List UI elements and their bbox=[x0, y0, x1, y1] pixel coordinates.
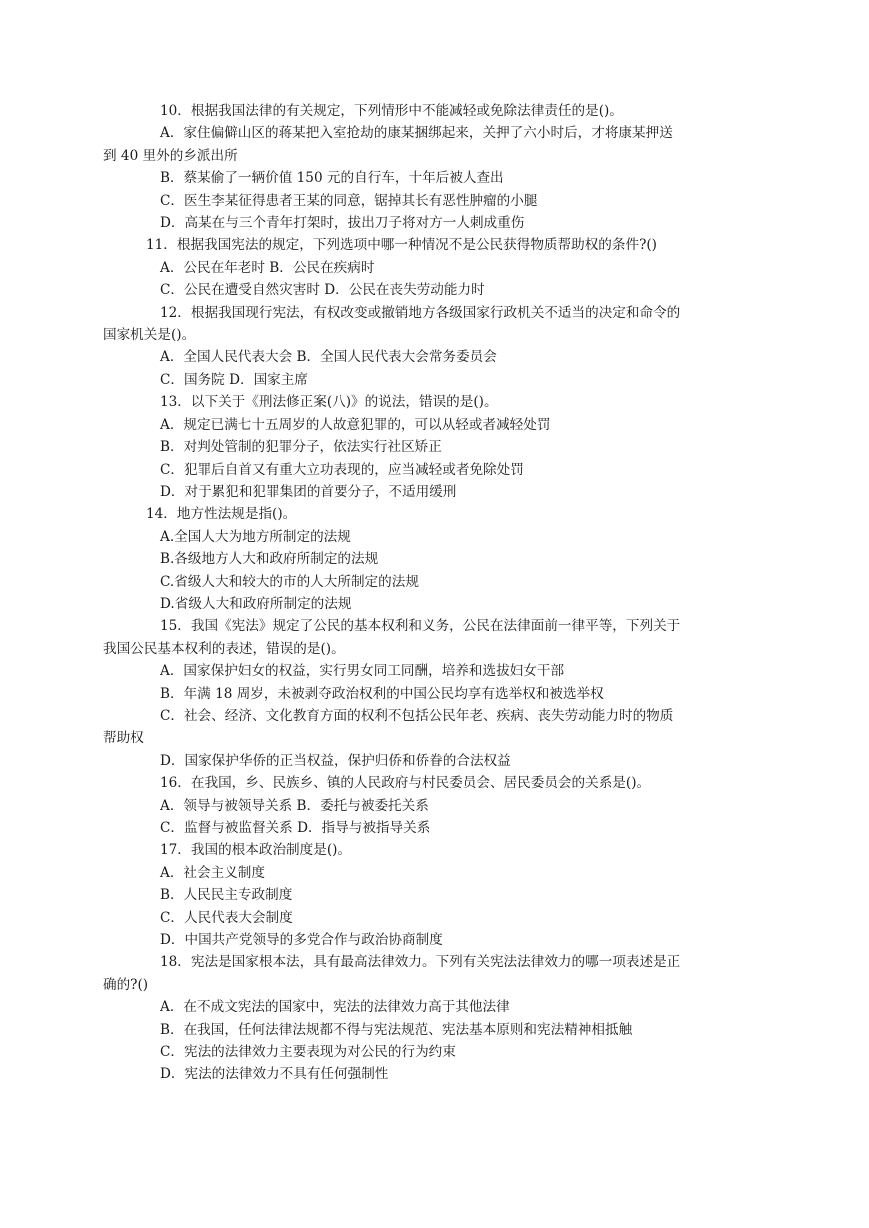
question-15-option-c-cont: 帮助权 bbox=[103, 730, 144, 747]
question-11-option-ab: A．公民在年老时 B．公民在疾病时 bbox=[160, 259, 375, 276]
question-13-option-d: D．对于累犯和犯罪集团的首要分子，不适用缓刑 bbox=[160, 483, 457, 500]
question-16-option-ab: A．领导与被领导关系 B．委托与被委托关系 bbox=[160, 797, 429, 814]
question-13-option-b: B．对判处管制的犯罪分子，依法实行社区矫正 bbox=[160, 439, 442, 456]
question-17-option-b: B．人民民主专政制度 bbox=[160, 887, 293, 904]
question-17-option-c: C．人民代表大会制度 bbox=[160, 909, 293, 926]
question-14-option-a: A.全国人大为地方所制定的法规 bbox=[160, 528, 351, 545]
question-10-option-b: B．蔡某偷了一辆价值 150 元的自行车，十年后被人查出 bbox=[160, 170, 504, 187]
question-12-stem: 12．根据我国现行宪法，有权改变或撤销地方各级国家行政机关不适当的决定和命令的 bbox=[160, 304, 681, 321]
question-14-stem: 14．地方性法规是指()。 bbox=[146, 506, 297, 523]
question-10-option-d: D．高某在与三个青年打架时，拔出刀子将对方一人刺成重伤 bbox=[160, 215, 525, 232]
question-11-stem: 11．根据我国宪法的规定，下列选项中哪一种情况不是公民获得物质帮助权的条件?() bbox=[146, 237, 657, 254]
question-12-option-ab: A．全国人民代表大会 B．全国人民代表大会常务委员会 bbox=[160, 349, 497, 366]
question-10-stem: 10．根据我国法律的有关规定，下列情形中不能减轻或免除法律责任的是()。 bbox=[160, 103, 623, 119]
question-16-stem: 16．在我国，乡、民族乡、镇的人民政府与村民委员会、居民委员会的关系是()。 bbox=[160, 775, 651, 792]
question-15-option-d: D．国家保护华侨的正当权益，保护归侨和侨眷的合法权益 bbox=[160, 752, 511, 769]
question-10-option-a-cont: 到 40 里外的乡派出所 bbox=[103, 147, 238, 164]
question-15-option-c: C．社会、经济、文化教育方面的权利不包括公民年老、疾病、丧失劳动能力时的物质 bbox=[160, 707, 674, 724]
question-18-option-d: D．宪法的法律效力不具有任何强制性 bbox=[160, 1066, 389, 1083]
question-17-option-a: A．社会主义制度 bbox=[160, 864, 265, 881]
question-10-option-a: A．家住偏僻山区的蒋某把入室抢劫的康某捆绑起来，关押了六小时后，才将康某押送 bbox=[160, 125, 673, 142]
question-18-stem-cont: 确的?() bbox=[103, 976, 149, 993]
question-12-option-cd: C．国务院 D．国家主席 bbox=[160, 371, 308, 388]
question-10-option-c: C．医生李某征得患者王某的同意，锯掉其长有恶性肿瘤的小腿 bbox=[160, 192, 538, 209]
question-16-option-cd: C．监督与被监督关系 D．指导与被指导关系 bbox=[160, 820, 431, 836]
question-13-option-a: A．规定已满七十五周岁的人故意犯罪的，可以从轻或者减轻处罚 bbox=[160, 416, 551, 433]
question-17-stem: 17．我国的根本政治制度是()。 bbox=[160, 842, 352, 859]
question-11-option-cd: C．公民在遭受自然灾害时 D．公民在丧失劳动能力时 bbox=[160, 282, 485, 299]
question-18-option-b: B．在我国，任何法律法规都不得与宪法规范、宪法基本原则和宪法精神相抵触 bbox=[160, 1021, 633, 1038]
question-13-stem: 13．以下关于《刑法修正案(八)》的说法，错误的是()。 bbox=[160, 394, 498, 411]
question-15-stem: 15．我国《宪法》规定了公民的基本权利和义务，公民在法律面前一律平等，下列关于 bbox=[160, 618, 681, 635]
question-18-stem: 18．宪法是国家根本法，具有最高法律效力。下列有关宪法法律效力的哪一项表述是正 bbox=[160, 954, 681, 971]
question-14-option-c: C.省级人大和较大的市的人大所制定的法规 bbox=[160, 573, 419, 590]
exam-document bbox=[103, 100, 743, 1086]
question-15-option-a: A．国家保护妇女的权益，实行男女同工同酬，培养和选拔妇女干部 bbox=[160, 663, 565, 680]
question-12-stem-cont: 国家机关是()。 bbox=[103, 327, 196, 344]
question-17-option-d: D．中国共产党领导的多党合作与政治协商制度 bbox=[160, 932, 443, 949]
question-15-option-b: B．年满 18 周岁，未被剥夺政治权利的中国公民均享有选举权和被选举权 bbox=[160, 685, 604, 702]
question-14-option-b: B.各级地方人大和政府所制定的法规 bbox=[160, 551, 379, 568]
question-15-stem-cont: 我国公民基本权利的表述，错误的是()。 bbox=[103, 640, 345, 657]
question-13-option-c: C．犯罪后自首又有重大立功表现的，应当减轻或者免除处罚 bbox=[160, 461, 524, 478]
question-18-option-c: C．宪法的法律效力主要表现为对公民的行为约束 bbox=[160, 1044, 456, 1061]
question-14-option-d: D.省级人大和政府所制定的法规 bbox=[160, 595, 352, 612]
question-18-option-a: A．在不成文宪法的国家中，宪法的法律效力高于其他法律 bbox=[160, 999, 510, 1016]
